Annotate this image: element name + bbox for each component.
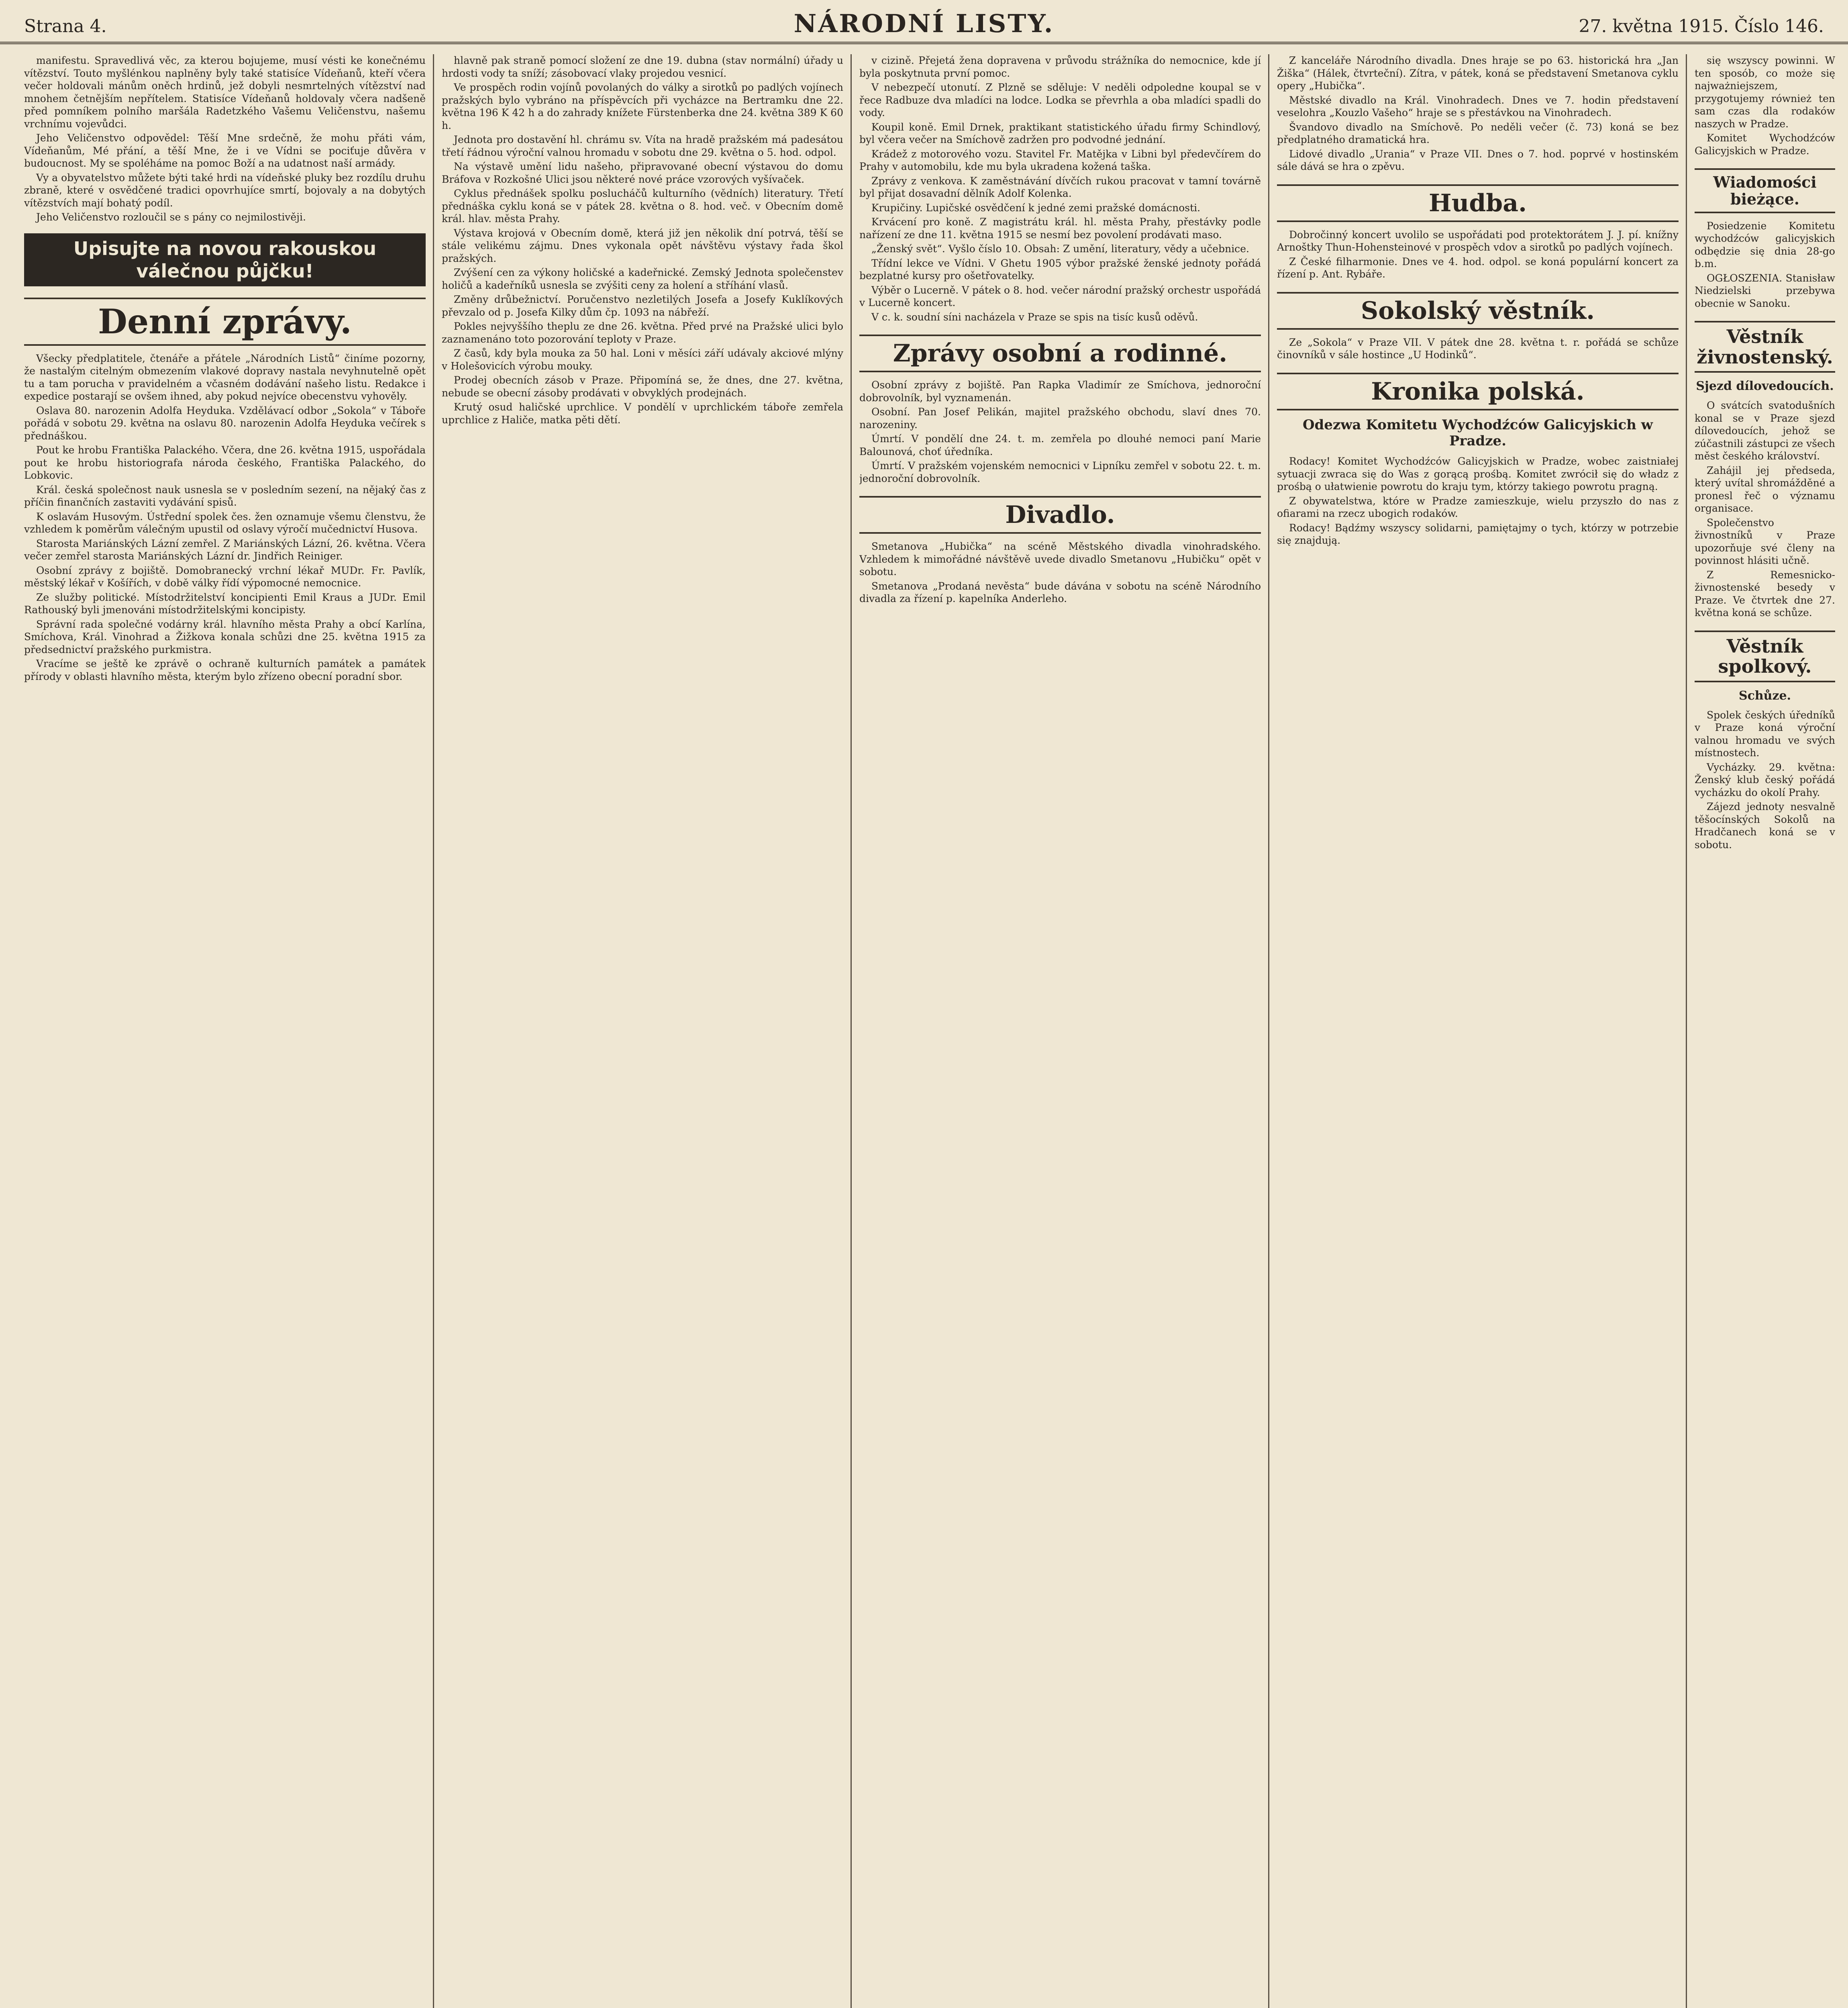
section-title-vestnik-zivnostensky: Věstník živnostenský. [1695, 321, 1835, 373]
personal-paragraph: Osobní zprávy z bojiště. Pan Rapka Vladimír ze Smíchova, jednoroční dobrovolník, byl vyznamenán. [859, 379, 1261, 404]
sokol-paragraph: Ze „Sokola“ v Praze VII. V pátek dne 28. května t. r. pořádá se schůze činovníků v sále hostince „U Hodinků“. [1277, 336, 1679, 361]
spolkovy-subtitle: Schůze. [1738, 688, 1791, 703]
news-paragraph: v cizině. Přejetá žena dopravena v průvodu strážníka do nemocnice, kde jí byla poskytnuta první pomoc. [859, 55, 1261, 79]
column-rule [851, 54, 852, 2008]
trade-paragraph: Zahájil jej předseda, který uvítal shromážděné a pronesl řeč o významu organisace. [1695, 464, 1835, 514]
theatre-paragraph: Městské divadlo na Král. Vinohradech. Dnes ve 7. hodin představení veselohra „Kouzlo Vašeho“ hraje se s přestávkou na Vinohradech. [1277, 94, 1679, 118]
music-paragraph: Z České filharmonie. Dnes ve 4. hod. odpol. se koná populární koncert za řízení p. Ant. Rybáře. [1277, 255, 1679, 280]
news-paragraph: hlavně pak straně pomocí složení ze dne 19. dubna (stav normální) úřady u hrdosti vody ta sníží; zásobovací vlaky projedou vesnicí. [442, 55, 843, 79]
news-paragraph: Král. česká společnost nauk usnesla se v posledním sezení, na nějaký čas z příčin finančních zastaviti vydávání spisů. [24, 484, 426, 508]
column-4 [1277, 54, 1679, 2008]
personal-paragraph: Úmrtí. V pražském vojenském nemocnici v Lipníku zemřel v sobotu 22. t. m. jednoroční dobrovolník. [859, 460, 1261, 484]
news-paragraph: K oslavám Husovým. Ústřední spolek čes. žen oznamuje všemu členstvu, že vzhledem k poměrům válečným upustil od oslavy výročí mučednictví Husova. [24, 510, 426, 535]
section-title-wiadomosci: Wiadomości bieżące. [1695, 168, 1835, 213]
news-paragraph: Starosta Mariánských Lázní zemřel. Z Mariánských Lázní, 26. května. Včera večer zemřel starosta Mariánských Lázní dr. Jindřich Reiniger. [24, 537, 426, 562]
news-paragraph: Výstava krojová v Obecním domě, která již jen několik dní potrvá, těší se stále velikému zájmu. Dnes vykonala opět návštěvu výstavy řada škol pražských. [442, 227, 843, 264]
news-paragraph: Jednota pro dostavění hl. chrámu sv. Víta na hradě pražském má padesátou třetí řádnou výroční valnou hromadu v sobotu dne 29. května o 5. hod. odpol. [442, 134, 843, 158]
kronika-paragraph: Rodacy! Bądźmy wszyscy solidarni, pamiętajmy o tych, którzy w potrzebie się znajdują. [1277, 522, 1679, 547]
news-paragraph: Zvýšení cen za výkony holičské a kadeřnické. Zemský Jednota společenstev holičů a kadeřníků usnesla se zvýšiti ceny za holení a stříhání vlasů. [442, 267, 843, 291]
polish-paragraph: Posiedzenie Komitetu wychodźców galicyjskich odbędzie się dnia 28-go b.m. [1695, 220, 1835, 270]
news-paragraph: Prodej obecních zásob v Praze. Připomíná se, že dnes, dne 27. května, nebude se obecní zásoby prodávati v obvyklých prodejnách. [442, 374, 843, 399]
kronika-subtitle: Odezwa Komitetu Wychodźców Galicyjskich w Pradze. [1302, 416, 1653, 449]
column-rule [1686, 54, 1687, 2008]
news-paragraph: Pout ke hrobu Františka Palackého. Včera, dne 26. května 1915, uspořádala pout ke hrobu historiografa národa českého, Františka Palackého, do Lobkovic. [24, 444, 426, 482]
club-paragraph: Vycházky. 29. května: Ženský klub český pořádá vycházku do okolí Prahy. [1695, 761, 1835, 798]
theatre-paragraph: Lidové divadlo „Urania“ v Praze VII. Dnes o 7. hod. poprvé v hostinském sále dává se hra o zpěvu. [1277, 148, 1679, 172]
news-paragraph: Osobní zprávy z bojiště. Domobranecký vrchní lékař MUDr. Fr. Pavlík, městský lékař v Košířích, v době války řídí výpomocné nemocnice. [24, 564, 426, 589]
news-paragraph: Krutý osud haličské uprchlice. V pondělí v uprchlickém táboře zemřela uprchlice z Haliče, matka pěti dětí. [442, 401, 843, 426]
news-paragraph: Na výstavě umění lidu našeho, připravované obecní výstavou do domu Bráfova v Rozkošné Ulici jsou některé nové práce vzorových vyšívaček. [442, 161, 843, 185]
section-title-hudba: Hudba. [1277, 184, 1679, 222]
column-rule [1268, 54, 1269, 2008]
article-paragraph: Jeho Veličenstvo rozloučil se s pány co nejmilostivěji. [36, 211, 306, 223]
news-paragraph: Cyklus přednášek spolku poslucháčů kulturního (vědních) literatury. Třetí přednáška cyklu koná se v pátek 28. května o 8. hod. več. v Obecním domě král. hlav. města Prahy. [442, 188, 843, 224]
column-5 [1695, 54, 1835, 2008]
theatre-paragraph: Smetanova „Prodaná nevěsta“ bude dávána v sobotu na scéně Národního divadla za řízení p. kapelníka Anderleho. [859, 580, 1261, 604]
news-paragraph: Pokles nejvyššího theplu ze dne 26. května. Před prvé na Pražské ulici bylo zaznamenáno toto pozorování teploty v Praze. [442, 320, 843, 345]
news-paragraph: V nebezpečí utonutí. Z Plzně se sděluje: V neděli odpoledne koupal se v řece Radbuze dva mladíci na lodce. Lodka se převrhla a oba mladíci spadli do vody. [859, 82, 1261, 118]
news-paragraph: „Ženský svět“. Vyšlo číslo 10. Obsah: Z umění, literatury, vědy a učebnice. [871, 243, 1249, 255]
theatre-paragraph: Švandovo divadlo na Smíchově. Po neděli večer (č. 73) koná se bez předplatného dramatická hra. [1277, 121, 1679, 145]
theatre-paragraph: Smetanova „Hubička“ na scéně Městského divadla vinohradského. Vzhledem k mimořádné návštěvě uvede divadlo Smetanovu „Hubičku“ opět v sobotu. [859, 541, 1261, 578]
news-paragraph: Krupičiny. Lupičské osvědčení k jedné zemi pražské domácnosti. [871, 202, 1201, 214]
news-paragraph: Vracíme se ještě ke zprávě o ochraně kulturních památek a památek přírody v oblasti hlavního města, kterým bylo zřízeno obecní poradní sbor. [24, 658, 426, 682]
section-title-kronika-polska: Kronika polská. [1277, 373, 1679, 410]
club-paragraph: Zájezd jednoty nesvalně těšocínských Sokolů na Hradčanech koná se v sobotu. [1695, 801, 1835, 851]
news-paragraph: Ve prospěch rodin vojínů povolaných do války a sirotků po padlých vojínech pražských bylo vybráno na příspěvcích při vycházce na Bertramku dne 22. května 196 K 42 h a do zahrady knížete Fürstenberka dne 24. května 389 K 60 h. [442, 82, 843, 131]
trade-paragraph: O svátcích svatodušních konal se v Praze sjezd dílovedoucích, jehož se zúčastnili zástupci ze všech měst českého království. [1695, 400, 1835, 462]
news-paragraph: Změny drůbežnictví. Poručenstvo nezletilých Josefa a Josefy Kuklíkových převzalo od p. Josefa Kilky dům čp. 1093 na nábřeží. [442, 294, 843, 318]
music-paragraph: Dobročinný koncert uvolilo se uspořádati pod protektorátem J. J. pí. knížny Arnoštky Thun-Hohensteinové v prospěch vdov a sirotků po padlých vojínech. [1277, 229, 1679, 253]
news-paragraph: Ze služby politické. Místodržitelství koncipienti Emil Kraus a JUDr. Emil Rathouský byli jmenováni místodržitelskými koncipisty. [24, 591, 426, 616]
news-paragraph: Zprávy z venkova. K zaměstnávání dívčích rukou pracovat v tamní továrně byl přijat dosavadní dělník Adolf Kolenka. [859, 175, 1261, 199]
column-1 [24, 54, 426, 2008]
column-rule [433, 54, 434, 2008]
trade-paragraph: Z Remesnicko-živnostenské besedy v Praze. Ve čtvrtek dne 27. května koná se schůze. [1695, 569, 1835, 619]
column-2 [442, 54, 843, 2008]
personal-paragraph: Úmrtí. V pondělí dne 24. t. m. zemřela po dlouhé nemoci paní Marie Balounová, choť úředníka. [859, 433, 1261, 457]
polish-paragraph: Komitet Wychodźców Galicyjskich w Pradze. [1695, 132, 1835, 157]
news-paragraph: Krvácení pro koně. Z magistrátu král. hl. města Prahy, přestávky podle nařízení ze dne 11. května 1915 se nesmí bez povolení prodávati maso. [859, 216, 1261, 241]
page-number: Strana 4. [24, 16, 107, 37]
section-title-denni-zpravy: Denní zprávy. [24, 298, 426, 346]
news-paragraph: Koupil koně. Emil Drnek, praktikant statistického úřadu firmy Schindlový, byl včera večer na Smíchově zadržen pro podvodné jednání. [859, 121, 1261, 145]
kronika-paragraph: Rodacy! Komitet Wychodźców Galicyjskich w Pradze, wobec zaistniałej sytuacji zwraca się do Was z gorącą prośbą. Komitet zwrócił się do władz z prośbą o ułatwienie powrotu do kraju tym, którzy takiego powrotu pragną. [1277, 455, 1679, 493]
club-paragraph: Spolek českých úředníků v Praze koná výroční valnou hromadu ve svých místnostech. [1695, 709, 1835, 759]
article-paragraph: Jeho Veličenstvo odpovědel: Těší Mne srdečně, že mohu přáti vám, Vídeňanům, Mé přání, a těší Mne, že i ve Vídni se pociťuje důvěra v budoucnost. My se spoléháme na pomoc Boží a na udatnost naší armády. [24, 132, 426, 169]
news-paragraph: Výběr o Lucerně. V pátek o 8. hod. večer národní pražský orchestr uspořádá v Lucerně koncert. [859, 284, 1261, 308]
polish-paragraph: się wszyscy powinni. W ten sposób, co może się najważniejszem, przygotujemy również ten sam czas dla rodaków naszych w Pradze. [1695, 55, 1835, 130]
column-3 [859, 54, 1261, 2008]
polish-paragraph: OGŁOSZENIA. Stanisław Niedzielski przebywa obecnie w Sanoku. [1695, 272, 1835, 309]
article-paragraph: Vy a obyvatelstvo můžete býti také hrdi na vídeňské pluky bez rozdílu druhu zbraně, které v osvědčené tradici opovrhujíce smrtí, bojovaly a na dobytých vítězstvích mají bohatý podíl. [24, 171, 426, 209]
section-title-vestnik-spolkovy: Věstník spolkový. [1695, 631, 1835, 682]
personal-paragraph: Osobní. Pan Josef Pelikán, majitel pražského obchodu, slaví dnes 70. narozeniny. [859, 406, 1261, 431]
section-title-sokolsky-vestnik: Sokolský věstník. [1277, 292, 1679, 330]
news-paragraph: V c. k. soudní síni nacházela v Praze se spis na tisíc kusů oděvů. [871, 311, 1198, 323]
news-paragraph: Oslava 80. narozenin Adolfa Heyduka. Vzdělávací odbor „Sokola“ v Táboře pořádá v sobotu 29. května na oslavu 80. narozenin Adolfa Heyduka večírek s přednáškou. [24, 404, 426, 442]
news-paragraph: Třídní lekce ve Vídni. V Ghetu 1905 výbor pražské ženské jednoty pořádá bezplatné kursy pro ošetřovatelky. [859, 257, 1261, 282]
article-paragraph: manifestu. Spravedlivá věc, za kterou bojujeme, musí vésti ke konečnému vítězství. Touto myšlénkou naplněny byly také statisíce Vídeňanů, kteří včera večer holdovali mánům oněch hrdinů, jež dobyli nesmrtelných vítězství nad mnohem četnějším nepřítelem. Statisíce Vídeňanů holdovaly včera nadšeně před pomníkem polního maršála Radetzkého Vašemu Veličenstvu, našemu vrchnímu vojevůdci. [24, 55, 426, 130]
masthead-title: NÁRODNÍ LISTY. [793, 9, 1055, 38]
issue-date: 27. května 1915. Číslo 146. [1579, 16, 1824, 37]
page-header [0, 0, 1848, 44]
theatre-paragraph: Z kanceláře Národního divadla. Dnes hraje se po 63. historická hra „Jan Žiška“ (Hálek, čtvrteční). Zítra, v pátek, koná se představení Smetanova cyklu opery „Hubička“. [1277, 55, 1679, 92]
section-title-divadlo: Divadlo. [859, 496, 1261, 534]
news-paragraph: Správní rada společné vodárny král. hlavního města Prahy a obcí Karlína, Smíchova, Král. Vinohrad a Žižkova konala schůzi dne 25. května 1915 za předsednictví pražského purkmistra. [24, 618, 426, 655]
trade-paragraph: Společenstvo živnostníků v Praze upozorňuje své členy na povinnost hlásiti učně. [1695, 516, 1835, 567]
kronika-paragraph: Z obywatelstwa, które w Pradze zamieszkuje, wielu przyszło do nas z ofiarami na rzecz ubogich rodaków. [1277, 495, 1679, 520]
zivnost-subtitle: Sjezd dílovedoucích. [1696, 379, 1834, 394]
news-paragraph: Z časů, kdy byla mouka za 50 hal. Loni v měsíci září udávaly akciové mlýny v Holešovicích výrobu mouky. [442, 347, 843, 372]
war-loan-banner: Upisujte na novou rakouskou válečnou půjčku! [24, 233, 426, 286]
news-paragraph: Krádež z motorového vozu. Stavitel Fr. Matějka v Libni byl předevčírem do Prahy v automobilu, kde mu byla ukradena kožená taška. [859, 148, 1261, 172]
section-title-zpravy-osobni: Zprávy osobní a rodinné. [859, 335, 1261, 372]
news-paragraph: Všecky předplatitele, čtenáře a přátele „Národních Listů“ činíme pozorny, že nastalým citelným obmezením vlakové dopravy nastala nevyhnutelně opět tu a tam porucha v pravidelném a včasném dodávání našeho listu. Redakce i expedice postarají se ovšem ihned, aby pokud nejvíce obecenstvu vyhověly. [24, 352, 426, 402]
